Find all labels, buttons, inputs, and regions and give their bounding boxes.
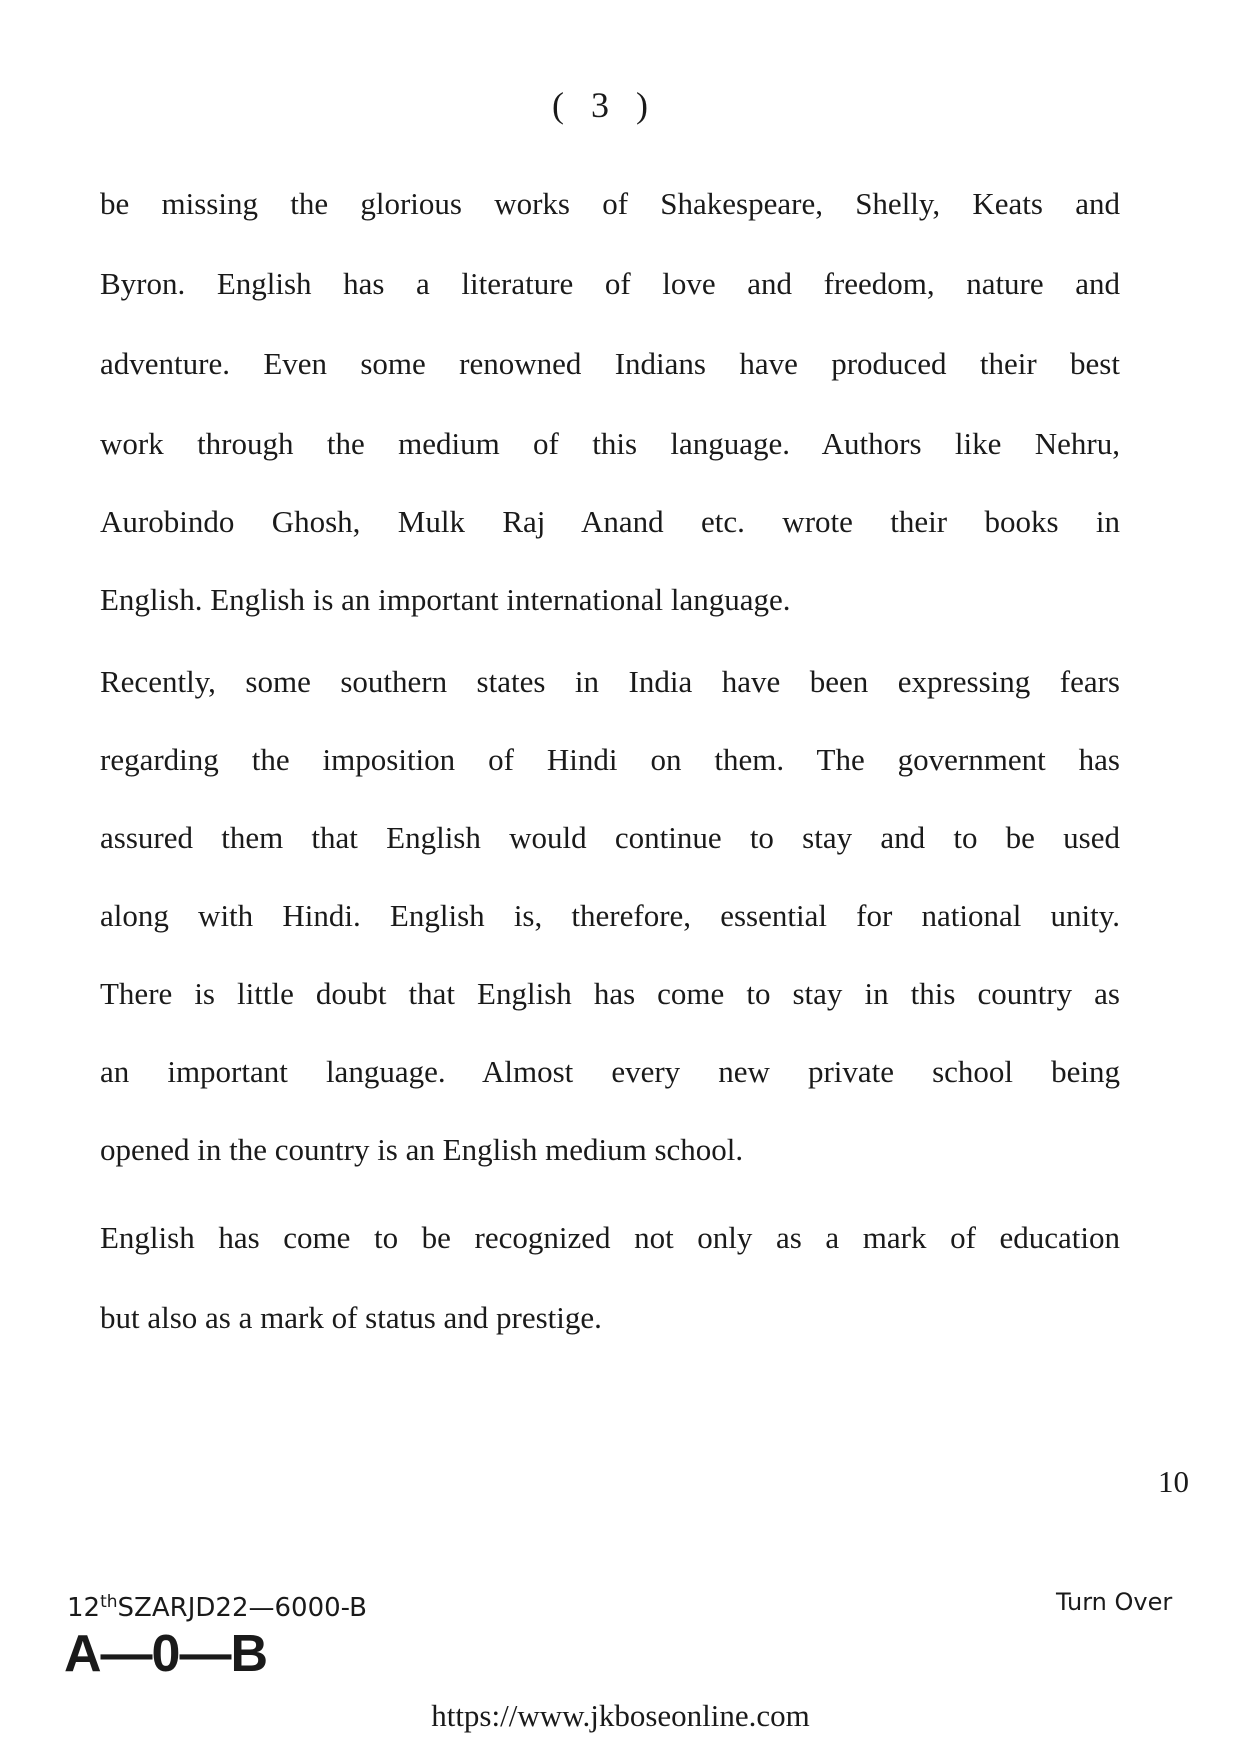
website-url: https://www.jkboseonline.com bbox=[431, 1698, 810, 1733]
passage-line: regarding the imposition of Hindi on them. The government has bbox=[100, 742, 1120, 777]
passage-line: Aurobindo Ghosh, Mulk Raj Anand etc. wrote their books in bbox=[100, 504, 1120, 539]
passage-line: English. English is an important international language. bbox=[100, 582, 791, 617]
marks-value: 10 bbox=[1158, 1464, 1189, 1499]
paper-code bbox=[67, 1590, 367, 1626]
series-code: A—0—B bbox=[64, 1625, 268, 1683]
passage-line: opened in the country is an English medium school. bbox=[100, 1132, 744, 1167]
passage-line: along with Hindi. English is, therefore, essential for national unity. bbox=[100, 898, 1120, 933]
passage-line: an important language. Almost every new private school being bbox=[100, 1054, 1120, 1089]
passage-line: work through the medium of this language. Authors like Nehru, bbox=[100, 426, 1120, 461]
passage-line: but also as a mark of status and prestige. bbox=[100, 1300, 602, 1335]
passage-line: There is little doubt that English has come to stay in this country as bbox=[100, 976, 1120, 1011]
paper-code-superscript: th bbox=[100, 1592, 118, 1612]
page-number: ( 3 ) bbox=[552, 85, 648, 125]
passage-line: be missing the glorious works of Shakespeare, Shelly, Keats and bbox=[100, 186, 1120, 221]
turn-over-note: Turn Over bbox=[1056, 1588, 1173, 1616]
paper-code-prefix: 12 bbox=[67, 1593, 101, 1623]
passage-line: Recently, some southern states in India have been expressing fears bbox=[100, 664, 1120, 699]
passage-line: English has come to be recognized not only as a mark of education bbox=[100, 1220, 1120, 1255]
paper-code-rest: SZARJD22—6000-B bbox=[117, 1593, 367, 1623]
passage-line: assured them that English would continue to stay and to be used bbox=[100, 820, 1120, 855]
passage-line: Byron. English has a literature of love and freedom, nature and bbox=[100, 266, 1120, 301]
passage-line: adventure. Even some renowned Indians have produced their best bbox=[100, 346, 1120, 381]
